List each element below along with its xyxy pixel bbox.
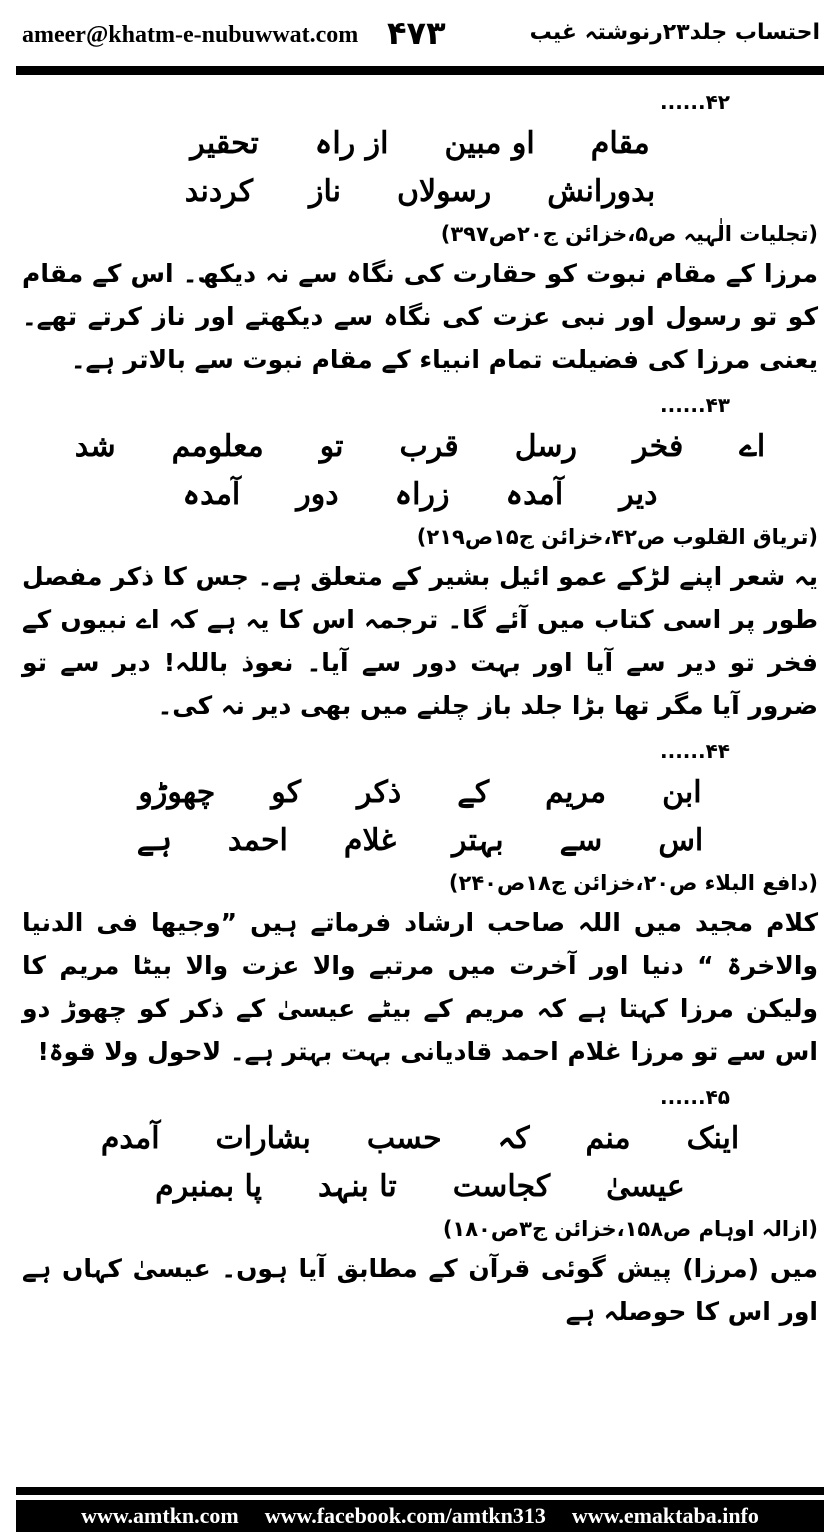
- verse-word: غلام: [343, 823, 397, 858]
- commentary-paragraph: میں (مرزا) پیش گوئی قرآن کے مطابق آیا ہوں۔ عیسیٰ کہاں ہے اور اس کا حوصلہ ہے: [22, 1254, 818, 1326]
- verse-word: کے: [457, 775, 490, 810]
- verse-word: از راہ: [314, 126, 389, 161]
- verse-word: سے: [559, 823, 603, 858]
- verse-word: معلومم: [171, 429, 264, 464]
- footer-rule: [16, 1487, 824, 1495]
- verse-line: [0, 769, 840, 817]
- verse-line: [0, 168, 840, 216]
- verse-word: دور: [296, 477, 339, 512]
- section-number: ......۴۴: [660, 739, 730, 763]
- section-number: ......۴۳: [660, 393, 730, 417]
- verse-word: او مبین: [444, 126, 535, 161]
- verse-word: بہتر: [452, 823, 504, 858]
- verse-word: چھوڑو: [138, 775, 216, 810]
- verse-word: مقام: [590, 126, 650, 161]
- header-email: ameer@khatm-e-nubuwwat.com: [22, 22, 359, 48]
- verse-word: شد: [74, 429, 116, 464]
- verse-word: منم: [585, 1121, 631, 1156]
- page-header: [0, 0, 840, 70]
- verse-word: مریم: [545, 775, 607, 810]
- verse-word: کو: [271, 775, 302, 810]
- verse-line: [0, 1115, 840, 1163]
- verse-word: ابن: [662, 775, 702, 810]
- verse-word: اینک: [686, 1121, 740, 1156]
- reference-citation: (دافع البلاء ص۲۰،خزائن ج۱۸ص۲۴۰): [448, 871, 818, 895]
- verse-word: تا بنہد: [318, 1169, 397, 1204]
- footer-bar: [16, 1500, 824, 1532]
- verse-word: رسل: [514, 429, 578, 464]
- section-spacer: [0, 1333, 840, 1339]
- verse-line: [0, 471, 840, 519]
- commentary-paragraph: مرزا کے مقام نبوت کو حقارت کی نگاہ سے نہ دیکھ۔ اس کے مقام کو تو رسول اور نبی عزت کی نگاہ سے دیکھتے اور ناز کرتے تھے۔ یعنی مرزا کی فضیلت تمام انبیاء کے مقام نبوت سے بالاتر ہے۔: [22, 259, 818, 374]
- section-number: ......۴۲: [660, 90, 730, 114]
- header-rule: [16, 66, 824, 75]
- verse-word: ناز: [309, 174, 341, 209]
- verse-line: [0, 120, 840, 168]
- verse-word: بشارات: [215, 1121, 311, 1156]
- verse-line: [0, 1163, 840, 1211]
- verse-word: اے: [739, 429, 766, 464]
- verse-word: فخر: [633, 429, 684, 464]
- verse-word: پا بمنبرم: [155, 1169, 263, 1204]
- verse-word: اس: [658, 823, 704, 858]
- reference-citation: (ازالہ اوہام ص۱۵۸،خزائن ج۳ص۱۸۰): [442, 1217, 818, 1241]
- commentary-paragraph: یہ شعر اپنے لڑکے عمو ائیل بشیر کے متعلق ہے۔ جس کا ذکر مفصل طور پر اسی کتاب میں آئے گا۔ ترجمہ اس کا یہ ہے کہ اے نبیوں کے فخر تو دیر سے آیا اور بہت دور سے آیا۔ نعوذ باللہ! دیر سے تو ضرور آیا مگر تھا بڑا جلد باز چلنے میں بھی دیر نہ کی۔: [22, 562, 818, 720]
- verse-line: [0, 423, 840, 471]
- verse-word: آمدہ: [182, 477, 241, 512]
- verse-word: احمد: [227, 823, 288, 858]
- verse-word: کجاست: [452, 1169, 551, 1204]
- verse-word: عیسیٰ: [606, 1169, 685, 1204]
- page-number: ۴۷۳: [387, 14, 446, 52]
- footer-link-emaktaba[interactable]: www.emaktaba.info: [571, 1503, 759, 1528]
- verse-word: ہے: [136, 823, 172, 858]
- footer-link-amtkn[interactable]: www.amtkn.com: [81, 1503, 239, 1528]
- verse-word: بدورانش: [547, 174, 656, 209]
- verse-word: کردند: [184, 174, 254, 209]
- verse-word: کہ: [497, 1121, 530, 1156]
- verse-word: حسب: [366, 1121, 442, 1156]
- verse-word: تحقیر: [190, 126, 259, 161]
- verse-word: آمدہ: [505, 477, 564, 512]
- verse-word: رسولاں: [397, 174, 492, 209]
- verse-word: ذکر: [357, 775, 402, 810]
- book-title: احتساب جلد۲۳رنوشتہ غیب: [529, 20, 820, 45]
- verse-word: زراہ: [394, 477, 450, 512]
- reference-citation: (تریاق القلوب ص۴۲،خزائن ج۱۵ص۲۱۹): [416, 525, 818, 549]
- commentary-paragraph: کلام مجید میں اللہ صاحب ارشاد فرماتے ہیں ”وجیھا فی الدنیا والاخرۃ “ دنیا اور آخرت میں مرتبے والا عزت والا بیٹا مریم کا ولیکن مرزا کہتا ہے کہ مریم کے بیٹے عیسیٰ کے ذکر کو چھوڑ دو اس سے تو مرزا غلام احمد قادیانی بہت بہتر ہے۔ لاحول ولا قوۃ!: [22, 908, 818, 1066]
- verse-word: قرب: [399, 429, 459, 464]
- verse-word: تو: [319, 429, 344, 464]
- section-number: ......۴۵: [660, 1085, 730, 1109]
- page-content: [0, 84, 840, 1339]
- verse-line: [0, 817, 840, 865]
- reference-citation: (تجلیات الٰہیہ ص۵،خزائن ج۲۰ص۳۹۷): [440, 222, 818, 246]
- verse-word: دیر: [619, 477, 658, 512]
- verse-word: آمدم: [100, 1121, 160, 1156]
- footer-link-facebook[interactable]: www.facebook.com/amtkn313: [264, 1503, 546, 1528]
